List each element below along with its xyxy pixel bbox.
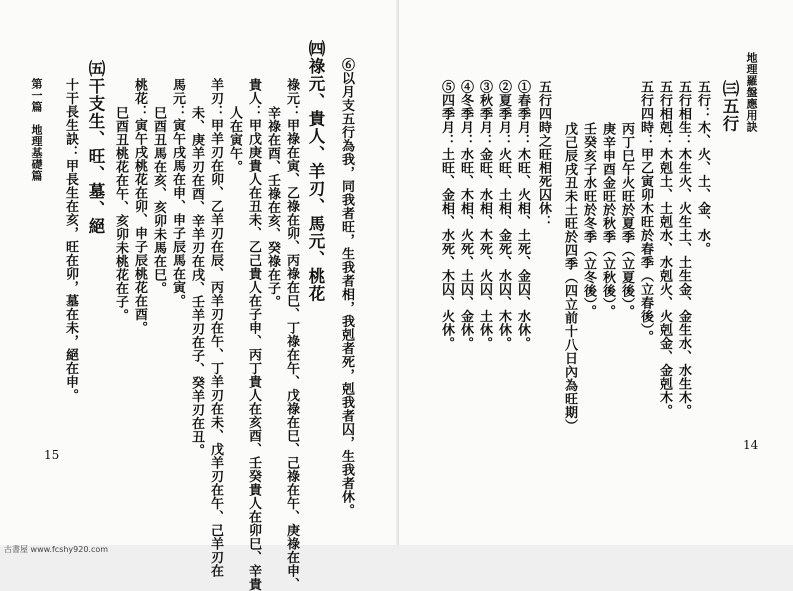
text-column: 巳酉丑馬在亥、亥卯未馬在巳。 [151, 106, 166, 295]
page-number: 14 [743, 438, 759, 452]
text-column: 戊己辰戌丑未土旺於四季（四立前十八日內為旺期） [562, 122, 577, 433]
text-column: 五行四時：甲乙寅卯木旺於春季（立春後）。 [638, 80, 653, 344]
section-heading-stems: ㈤干支生、旺、墓、絕 [86, 60, 105, 235]
watermark-url: 古書屋 www.fcshy920.com [4, 545, 109, 554]
text-column: 祿元：甲祿在寅、乙祿在卯、丙祿在巳、丁祿在午、戊祿在巳、己祿在午、庚祿在申、 [284, 78, 299, 591]
text-column: 十干長生訣：甲長生在亥，旺在卯，墓在未，絕在申。 [63, 78, 78, 402]
season-row: ①春季月：木旺、火相、土死、金囚、水休。 [515, 80, 530, 350]
text-column: 人在寅午。 [227, 106, 242, 174]
section-heading-five-elements: ㈢五行 [720, 80, 739, 133]
running-footer: 第一篇 地理基礎篇 [30, 78, 43, 182]
text-column: 桃花：寅午戌桃花在卯、申子辰桃花在酉。 [132, 78, 147, 335]
page-number: 15 [44, 448, 60, 462]
season-row: ②夏季月：火旺、土相、金死、水囚、木休。 [496, 80, 511, 350]
season-row: ⑤四季月：土旺、金相、水死、木囚、火休。 [439, 80, 454, 350]
text-column: 未、庚羊刃在酉、辛羊刃在戌、壬羊刃在子、癸羊刃在丑。 [189, 106, 204, 457]
text-column: 五行：木、火、土、金、水。 [695, 80, 710, 256]
text-column: 丙丁巳午火旺於夏季（立夏後）。 [619, 122, 634, 318]
season-row: ④冬季月：水旺、木相、火死、土囚、金休。 [458, 80, 473, 350]
text-column: 壬癸亥子水旺於冬季（立冬後）。 [581, 122, 596, 318]
season-row: ③秋季月：金旺、水相、木死、火囚、土休。 [477, 80, 492, 350]
text-column: 貴人：甲戊庚貴人在丑未、乙己貴人在子申、丙丁貴人在亥酉、壬癸貴人在卯巳、辛貴 [246, 78, 261, 591]
right-page [398, 0, 793, 545]
text-column: 五行相生：木生火、火生土、土生金、金生水、水生木。 [676, 80, 691, 418]
text-column: 馬元：寅午戌馬在申、申子辰馬在寅。 [170, 78, 185, 308]
text-column: 辛祿在酉、壬祿在亥、癸祿在子。 [265, 106, 280, 309]
text-column: 庚辛申酉金旺於秋季（立秋後）。 [600, 122, 615, 318]
text-column: 五行四時之旺相死囚休： [536, 80, 551, 229]
running-header: 地理羅盤應用訣 [745, 52, 758, 133]
text-column: 羊刃：甲羊刃在卯、乙羊刃在辰、丙羊刃在午、丁羊刃在未、戊羊刃在午、己羊刃在 [208, 78, 223, 578]
text-column: 巳酉丑桃花在午、亥卯未桃花在子。 [113, 106, 128, 322]
section-heading-lu-gui-ren: ㈣祿元、貴人、羊刃、馬元、桃花 [306, 40, 325, 303]
text-column: ⑥以月支五行為我，同我者旺，生我者相，我剋者死，剋我者囚，生我者休。 [339, 58, 354, 517]
text-column: 五行相剋：木剋土、土剋水、水剋火、火剋金、金剋木。 [657, 80, 672, 418]
